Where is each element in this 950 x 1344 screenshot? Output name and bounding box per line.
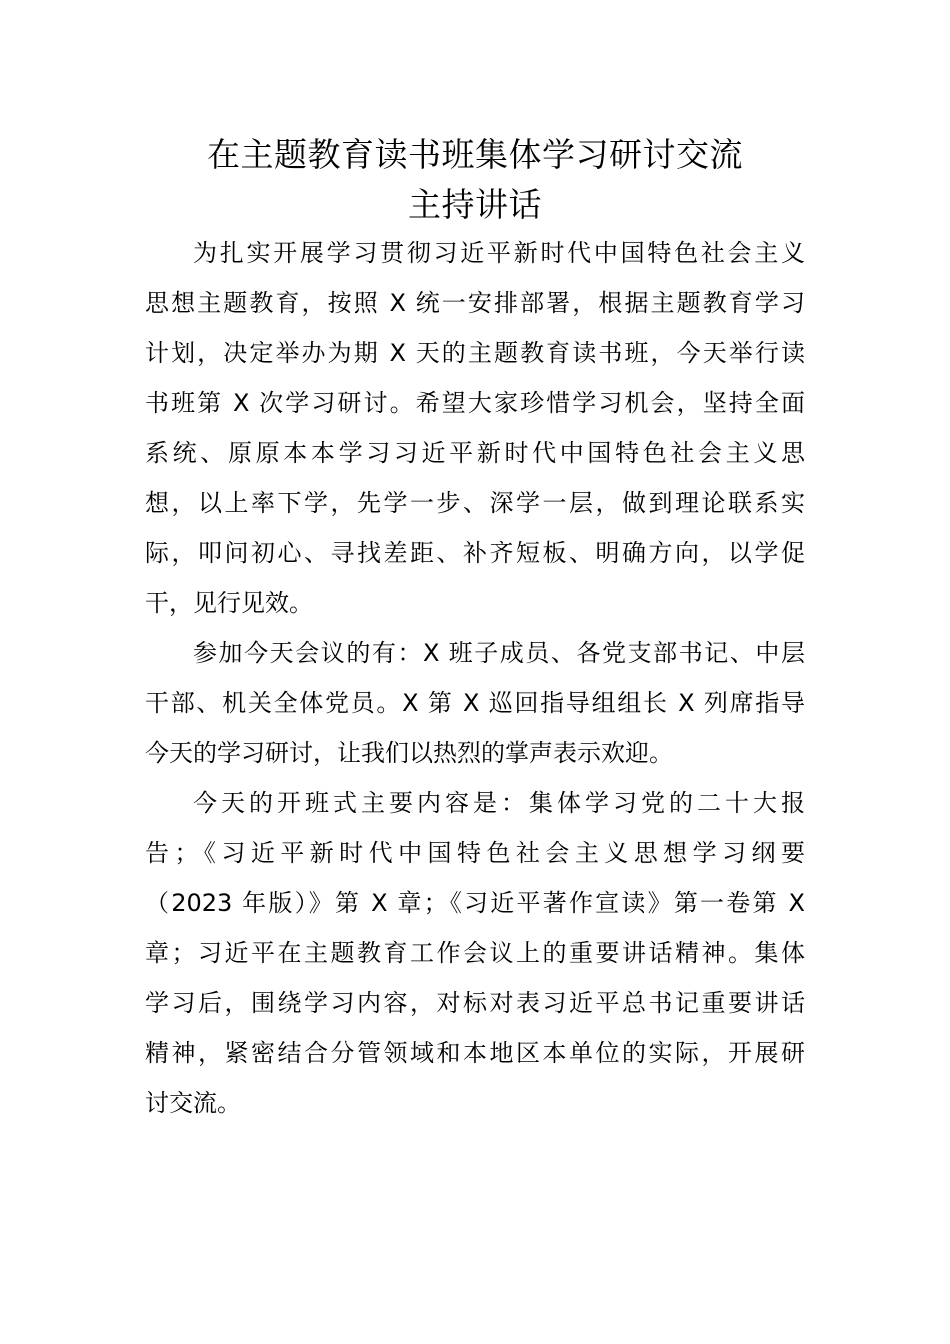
document-body <box>145 228 805 1128</box>
title-line-2: 主持讲话 <box>408 185 542 224</box>
paragraph-line: 讨交流。 <box>145 1089 241 1117</box>
title-line-1: 在主题教育读书班集体学习研讨交流 <box>207 135 743 174</box>
paragraph-line: 学习后，围绕学习内容，对标对表习近平总书记重要讲话 <box>145 989 805 1017</box>
paragraph-line: 书班第 X 次学习研讨。希望大家珍惜学习机会，坚持全面 <box>145 389 805 417</box>
paragraph-1 <box>145 228 805 628</box>
paragraph-line: 干，见行见效。 <box>145 589 313 617</box>
document-title <box>145 130 805 230</box>
paragraph-2 <box>145 628 805 778</box>
paragraph-line: 想，以上率下学，先学一步、深学一层，做到理论联系实 <box>145 489 805 517</box>
paragraph-line: 思想主题教育，按照 X 统一安排部署，根据主题教育学习 <box>145 289 805 317</box>
paragraph-line: （2023 年版）》第 X 章；《习近平著作宣读》第一卷第 X <box>145 889 805 917</box>
paragraph-line: 精神，紧密结合分管领域和本地区本单位的实际，开展研 <box>145 1039 805 1067</box>
paragraph-line: 章；习近平在主题教育工作会议上的重要讲话精神。集体 <box>145 939 805 967</box>
paragraph-line: 干部、机关全体党员。X 第 X 巡回指导组组长 X 列席指导 <box>145 689 805 717</box>
paragraph-line: 系统、原原本本学习习近平新时代中国特色社会主义思 <box>145 439 805 467</box>
paragraph-line: 告；《习近平新时代中国特色社会主义思想学习纲要 <box>145 839 805 867</box>
paragraph-line: 为扎实开展学习贯彻习近平新时代中国特色社会主义 <box>193 239 805 267</box>
paragraph-line: 今天的开班式主要内容是：集体学习党的二十大报 <box>193 789 805 817</box>
paragraph-line: 今天的学习研讨，让我们以热烈的掌声表示欢迎。 <box>145 739 673 767</box>
paragraph-3 <box>145 778 805 1128</box>
paragraph-line: 际，叩问初心、寻找差距、补齐短板、明确方向，以学促 <box>145 539 805 567</box>
paragraph-line: 参加今天会议的有：X 班子成员、各党支部书记、中层 <box>193 639 805 667</box>
paragraph-line: 计划，决定举办为期 X 天的主题教育读书班，今天举行读 <box>145 339 805 367</box>
